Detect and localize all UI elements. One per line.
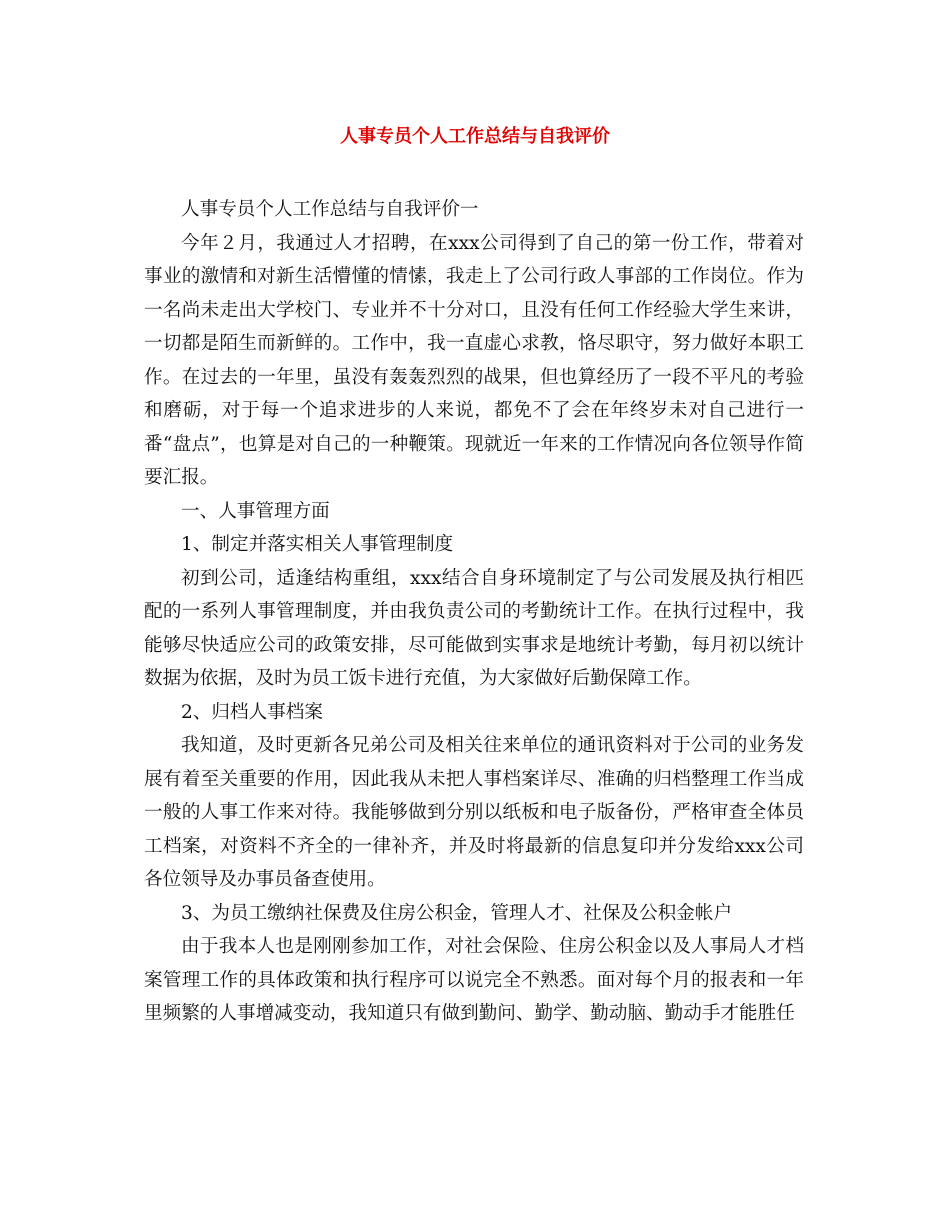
section-heading: 一、人事管理方面 xyxy=(181,500,330,522)
subsection-heading: 2、归档人事档案 xyxy=(181,701,323,723)
paragraph: 初到公司，适逢结构重组，xxx结合自身环境制定了与公司发展及执行相匹配的一系列人事管理制度，并由我负责公司的考勤统计工作。在执行过程中，我能够尽快适应公司的政策安排，尽可能做到实事求是地统计考勤，每月初以统计数据为依据，及时为员工饭卡进行充值，为大家做好后勤保障工作。 xyxy=(144,567,804,689)
document-body xyxy=(144,193,804,1031)
paragraph: 由于我本人也是刚刚参加工作，对社会保险、住房公积金以及人事局人才档案管理工作的具体政策和执行程序可以说完全不熟悉。面对每个月的报表和一年里频繁的人事增减变动，我知道只有做到勤问、勤学、勤动脑、勤动手才能胜任 xyxy=(144,936,804,1024)
subsection-heading: 3、为员工缴纳社保费及住房公积金，管理人才、社保及公积金帐户 xyxy=(181,902,733,924)
paragraph-heading: 人事专员个人工作总结与自我评价一 xyxy=(181,199,479,220)
paragraph: 我知道，及时更新各兄弟公司及相关往来单位的通讯资料对于公司的业务发展有着至关重要的作用，因此我从未把人事档案详尽、准确的归档整理工作当成一般的人事工作来对待。我能够做到分别以纸板和电子版备份，严格审查全体员工档案，对资料不齐全的一律补齐，并及时将最新的信息复印并分发给xxx公司各位领导及办事员备查使用。 xyxy=(144,735,804,890)
document-title: 人事专员个人工作总结与自我评价 xyxy=(340,126,610,147)
subsection-heading: 1、制定并落实相关人事管理制度 xyxy=(181,534,454,555)
paragraph: 今年２月，我通过人才招聘，在xxx公司得到了自己的第一份工作，带着对事业的激情和对新生活懵懂的情愫，我走上了公司行政人事部的工作岗位。作为一名尚未走出大学校门、专业并不十分对口，且没有任何工作经验大学生来讲，一切都是陌生而新鲜的。工作中，我一直虚心求教，恪尽职守，努力做好本职工作。在过去的一年里，虽没有轰轰烈烈的战果，但也算经历了一段不平凡的考验和磨砺，对于每一个追求进步的人来说，都免不了会在年终岁未对自己进行一番“盘点”，也算是对自己的一种鞭策。现就近一年来的工作情况向各位领导作简要汇报。 xyxy=(144,232,804,488)
